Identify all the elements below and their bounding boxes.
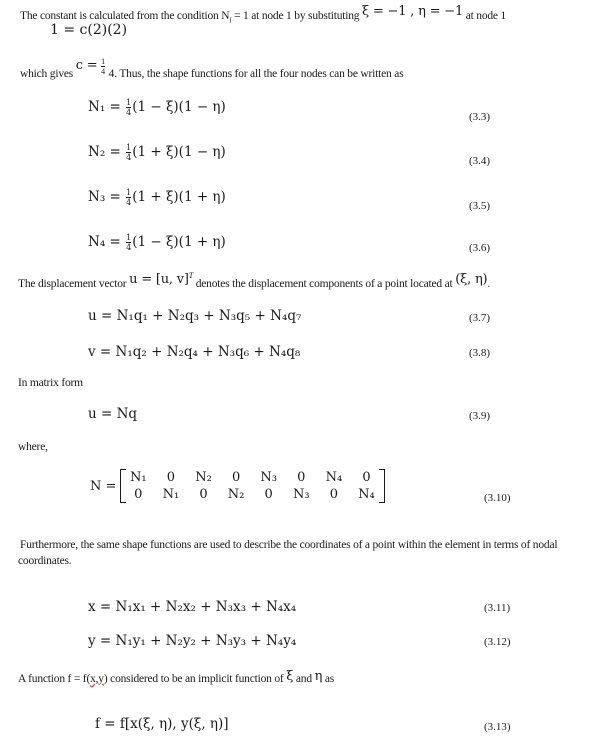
text: The displacement vector xyxy=(18,277,127,290)
denominator: 4 xyxy=(101,67,105,76)
shape-function-equation xyxy=(88,233,226,252)
paragraph-furthermore-cont: coordinates. xyxy=(18,555,72,567)
equation-label: (3.7) xyxy=(469,312,491,324)
equation-label: (3.5) xyxy=(469,200,491,212)
equation-label: (3.6) xyxy=(469,242,491,254)
equation-rhs: (1 − ξ)(1 + η) xyxy=(132,234,226,250)
text: which gives xyxy=(20,68,74,81)
denominator: 4 xyxy=(126,198,132,207)
equation-3-13: f = f[x(ξ, η), y(ξ, η)] xyxy=(95,716,229,732)
text-xy: x,y xyxy=(90,673,104,685)
equation-rhs: (1 + ξ)(1 + η) xyxy=(132,189,226,205)
text: . xyxy=(487,277,491,290)
shape-function-equation xyxy=(88,143,226,162)
text: The constant is calculated from the condition N xyxy=(20,10,230,22)
matrix-cell: N₂ xyxy=(195,470,212,485)
math-xi: ξ xyxy=(286,669,294,684)
numerator: 1 xyxy=(126,188,132,197)
paragraph-which-gives xyxy=(20,57,404,84)
equation-rhs: (1 + ξ)(1 − η) xyxy=(132,144,226,160)
text: at node 1 xyxy=(463,10,507,22)
subscript: i xyxy=(229,15,232,25)
matrix-cell: 0 xyxy=(297,470,306,485)
matrix-cell: 0 xyxy=(264,487,273,502)
equation-lhs: N₂ = xyxy=(88,144,126,160)
numerator: 1 xyxy=(126,98,132,107)
matrix-cell: N₂ xyxy=(227,487,245,502)
equation-rhs: (1 − ξ)(1 − η) xyxy=(132,99,226,115)
right-bracket xyxy=(379,469,385,503)
equation-label: (3.13) xyxy=(484,721,511,733)
equation-label: (3.4) xyxy=(469,155,491,167)
text: ) considered to be an implicit function of xyxy=(103,673,284,685)
matrix-cell: N₄ xyxy=(325,470,343,485)
text: 4. Thus, the shape functions for all the four nodes can be written as xyxy=(108,68,404,81)
fraction xyxy=(126,233,131,252)
paragraph-where: where, xyxy=(18,441,48,453)
text: = 1 at node 1 by substituting xyxy=(231,10,360,22)
equation-3-7: u = N₁q₁ + N₂q₃ + N₃q₅ + N₄q₇ xyxy=(88,308,302,324)
fraction xyxy=(126,188,131,207)
equation-label: (3.11) xyxy=(484,602,511,614)
math-c-value xyxy=(76,57,106,76)
equation-3-9: u = Nq xyxy=(88,406,138,422)
math-point: (ξ, η) xyxy=(455,271,488,287)
numerator: 1 xyxy=(126,143,132,152)
denominator: 4 xyxy=(126,243,132,252)
fraction xyxy=(101,57,105,76)
matrix-cell: N₁ xyxy=(162,487,180,502)
fraction xyxy=(126,143,131,162)
equation-label: (3.3) xyxy=(469,111,491,123)
matrix-cell: N₃ xyxy=(260,470,277,485)
denominator: 4 xyxy=(126,153,132,162)
left-bracket xyxy=(120,469,126,503)
matrix-row xyxy=(122,486,383,503)
matrix xyxy=(120,469,385,503)
equation-label: (3.9) xyxy=(469,410,491,422)
superscript: T xyxy=(188,271,194,280)
text: and xyxy=(293,673,312,685)
numerator: 1 xyxy=(126,233,132,242)
matrix-row xyxy=(122,469,383,486)
matrix-table xyxy=(122,469,383,503)
shape-function-equation xyxy=(88,98,226,117)
math-eta: η xyxy=(314,669,323,684)
matrix-cell: 0 xyxy=(166,470,176,485)
equation-lhs: N₁ = xyxy=(88,99,126,115)
matrix-cell: N₃ xyxy=(292,487,310,502)
math-vector: u = [u, v] xyxy=(129,271,189,287)
text: A function f = f( xyxy=(18,673,91,685)
paragraph-furthermore: Furthermore, the same shape functions are used to describe the coordinates of a point within the element in terms of nodal xyxy=(20,539,558,551)
denominator: 4 xyxy=(126,108,132,117)
paragraph-matrix-form: In matrix form xyxy=(18,377,83,389)
paragraph-function xyxy=(18,671,334,686)
text: denotes the displacement components of a point located at xyxy=(193,277,453,290)
math-substitution: ξ = −1 , η = −1 xyxy=(362,4,464,19)
matrix-cell: 0 xyxy=(362,470,371,485)
matrix-cell: N₁ xyxy=(130,470,147,485)
matrix-cell: 0 xyxy=(134,487,143,502)
math-c: c = xyxy=(75,58,98,74)
equation-label: (3.8) xyxy=(469,347,491,359)
equation-3-11: x = N₁x₁ + N₂x₂ + N₃x₃ + N₄x₄ xyxy=(88,599,297,615)
equation-c: 1 = c(2)(2) xyxy=(50,22,128,38)
matrix-cell: 0 xyxy=(199,487,208,502)
shape-function-equation xyxy=(88,188,226,207)
text: as xyxy=(322,673,335,685)
matrix-cell: N₄ xyxy=(358,487,375,502)
matrix-cell: 0 xyxy=(329,487,338,502)
matrix-cell: 0 xyxy=(231,470,241,485)
fraction xyxy=(126,98,131,117)
matrix-lhs: N = xyxy=(90,479,117,494)
equation-3-12: y = N₁y₁ + N₂y₂ + N₃y₃ + N₄y₄ xyxy=(88,633,297,649)
numerator: 1 xyxy=(101,57,105,66)
equation-label: (3.10) xyxy=(484,492,511,504)
equation-3-8: v = N₁q₂ + N₂q₄ + N₃q₆ + N₄q₈ xyxy=(88,344,301,360)
equation-lhs: N₄ = xyxy=(88,234,126,250)
equation-lhs: N₃ = xyxy=(88,189,126,205)
equation-label: (3.12) xyxy=(484,636,511,648)
paragraph-displacement xyxy=(18,271,491,291)
